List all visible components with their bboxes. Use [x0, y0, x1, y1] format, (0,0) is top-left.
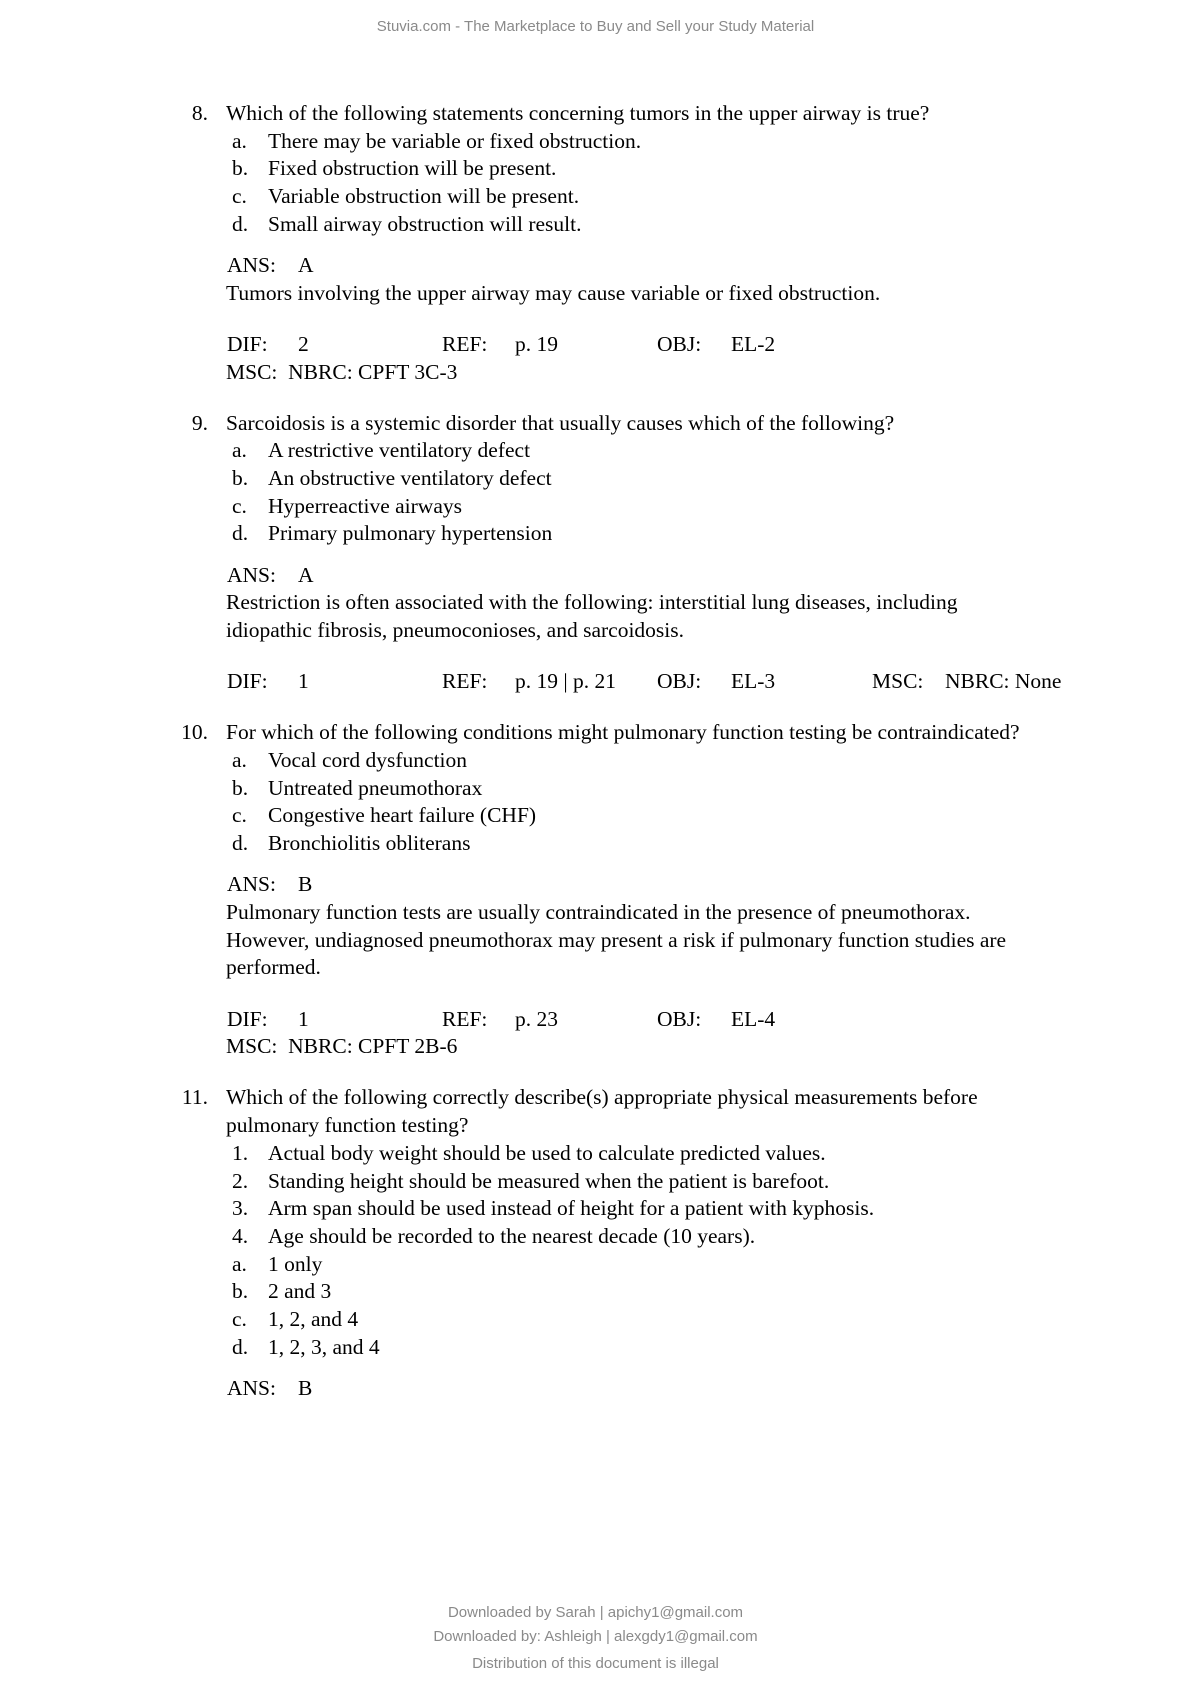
- option: a. There may be variable or fixed obstruction.: [232, 128, 642, 153]
- footer-downloaded-b: Downloaded by: Ashleigh | alexgdy1@gmail.com: [433, 1628, 758, 1645]
- question-stem: For which of the following conditions might pulmonary function testing be contraindicated?: [226, 720, 1020, 745]
- option: d. Primary pulmonary hypertension: [232, 521, 553, 546]
- option: d. Bronchiolitis obliterans: [232, 831, 471, 856]
- option: c. Congestive heart failure (CHF): [232, 803, 537, 828]
- explanation: idiopathic fibrosis, pneumoconioses, and sarcoidosis.: [226, 618, 684, 642]
- question-10: [0, 719, 1191, 1061]
- answer: ANS: A: [227, 252, 314, 277]
- footer-notice: Distribution of this document is illegal: [472, 1655, 719, 1672]
- option: a. A restrictive ventilatory defect: [232, 438, 531, 463]
- question-stem: Which of the following statements concerning tumors in the upper airway is true?: [226, 101, 930, 125]
- question-8: [0, 100, 1191, 386]
- question-number: 10.: [181, 720, 208, 745]
- question-number: 11.: [181, 1085, 208, 1110]
- question-list: [0, 100, 1191, 1403]
- option: c. 1, 2, and 4: [232, 1306, 359, 1331]
- answer: ANS: B: [227, 1375, 313, 1400]
- option: 3. Arm span should be used instead of height for a patient with kyphosis.: [232, 1196, 875, 1221]
- footer-downloaded-a: Downloaded by Sarah | apichy1@gmail.com: [447, 1604, 744, 1621]
- question-9: [0, 410, 1191, 696]
- option: a. Vocal cord dysfunction: [232, 748, 468, 773]
- option: 2. Standing height should be measured when the patient is barefoot.: [232, 1168, 830, 1193]
- question-stem: pulmonary function testing?: [226, 1113, 469, 1138]
- metadata-msc: MSC: NBRC: CPFT 3C-3: [226, 359, 458, 384]
- answer: ANS: A: [227, 562, 314, 587]
- option: b. An obstructive ventilatory defect: [232, 466, 552, 491]
- question-11: [0, 1084, 1191, 1402]
- option: 1. Actual body weight should be used to calculate predicted values.: [232, 1140, 826, 1165]
- metadata: DIF: 1 REF: p. 19 | p. 21 OBJ: EL-3 MSC: NBRC: None: [227, 669, 1062, 694]
- option: d. Small airway obstruction will result.: [232, 211, 582, 236]
- answer: ANS: B: [227, 872, 313, 897]
- question-number: 8.: [191, 101, 208, 125]
- option: c. Variable obstruction will be present.: [232, 184, 580, 209]
- option: d. 1, 2, 3, and 4: [232, 1334, 380, 1359]
- question-number: 9.: [191, 410, 208, 435]
- explanation: Tumors involving the upper airway may cause variable or fixed obstruction.: [226, 280, 881, 305]
- metadata-msc: MSC: NBRC: CPFT 2B-6: [226, 1034, 458, 1059]
- explanation: performed.: [226, 955, 321, 980]
- option: b. 2 and 3: [232, 1279, 332, 1304]
- option: 4. Age should be recorded to the nearest decade (10 years).: [232, 1223, 756, 1248]
- explanation: However, undiagnosed pneumothorax may present a risk if pulmonary function studies are: [226, 927, 1007, 952]
- option: b. Untreated pneumothorax: [232, 775, 483, 800]
- option: a. 1 only: [232, 1251, 323, 1276]
- question-stem: Which of the following correctly describe(s) appropriate physical measurements before: [226, 1085, 978, 1110]
- explanation: Pulmonary function tests are usually contraindicated in the presence of pneumothorax.: [226, 900, 971, 924]
- page-header: Stuvia.com - The Marketplace to Buy and Sell your Study Material: [376, 18, 815, 35]
- question-stem: Sarcoidosis is a systemic disorder that usually causes which of the following?: [226, 410, 895, 435]
- metadata: DIF: 1 REF: p. 23 OBJ: EL-4: [227, 1006, 776, 1031]
- explanation: Restriction is often associated with the following: interstitial lung diseases, including: [226, 590, 958, 615]
- option: c. Hyperreactive airways: [232, 493, 462, 518]
- metadata: DIF: 2 REF: p. 19 OBJ: EL-2: [227, 331, 776, 356]
- option: b. Fixed obstruction will be present.: [232, 156, 557, 181]
